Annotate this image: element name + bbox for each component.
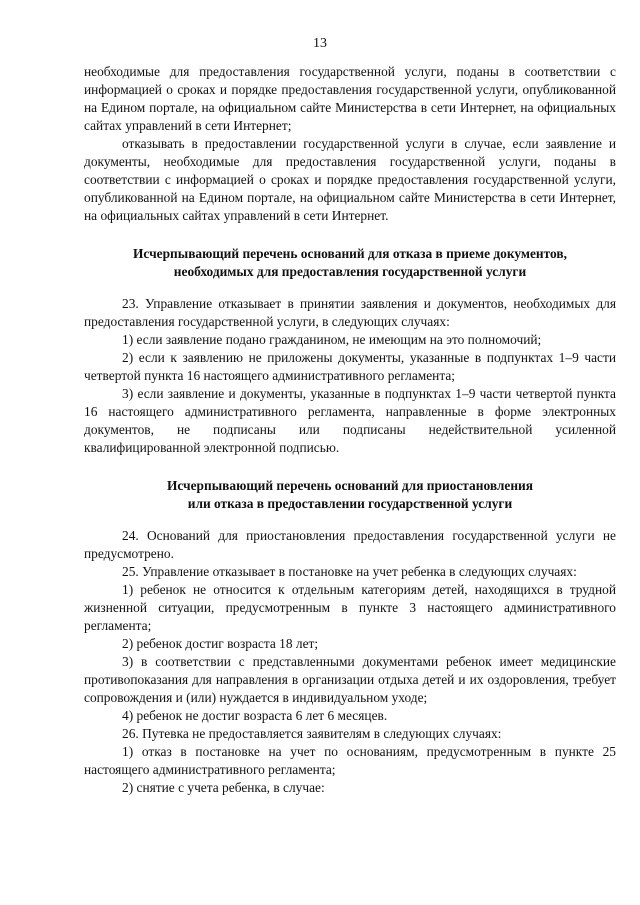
page-number: 13 <box>313 36 327 51</box>
clause-25-item-4: 4) ребенок не достиг возраста 6 лет 6 месяцев. <box>122 708 388 723</box>
clause-23-item-1: 1) если заявление подано гражданином, не имеющим на это полномочий; <box>122 332 542 347</box>
clause-25-item-2: 2) ребенок достиг возраста 18 лет; <box>122 636 319 651</box>
heading-line: необходимых для предоставления государственной услуги <box>173 264 527 279</box>
clause-26-item-1: 1) отказ в постановке на учет по основаниям, предусмотренным в пункте 25 настоящего административного регламента; <box>84 744 616 777</box>
heading-line: или отказа в предоставлении государственной услуги <box>187 496 513 511</box>
clause-23-item-3: 3) если заявление и документы, указанные в подпунктах 1–9 части четвертой пункта 16 настоящего административного регламента, направленные в форме электронных документов, не подписаны или подписаны недействительной усиленной квалифицированной электронной подписью. <box>84 386 616 455</box>
section-heading-refusal-acceptance <box>84 245 616 281</box>
clause-23-item-2: 2) если к заявлению не приложены документы, указанные в подпунктах 1–9 части четвертой пункта 16 настоящего административного регламента; <box>84 350 616 383</box>
clause-26-item-2: 2) снятие с учета ребенка, в случае: <box>122 780 325 795</box>
clause-25-item-1: 1) ребенок не относится к отдельным категориям детей, находящихся в трудной жизненной ситуации, предусмотренным в пункте 3 настоящего административного регламента; <box>84 582 616 633</box>
document-body <box>84 63 616 797</box>
paragraph-continuation: необходимые для предоставления государственной услуги, поданы в соответствии с информацией о сроках и порядке предоставления государственной услуги, опубликованной на Едином портале, на официальном сайте Министерства в сети Интернет, на официальных сайтах управлений в сети Интернет; <box>84 64 616 133</box>
clause-26: 26. Путевка не предоставляется заявителям в следующих случаях: <box>122 726 502 741</box>
clause-24: 24. Оснований для приостановления предоставления государственной услуги не предусмотрено. <box>84 528 616 561</box>
clause-25-item-3: 3) в соответствии с представленными документами ребенок имеет медицинские противопоказания для направления в организации отдыха детей и их оздоровления, требует сопровождения и (или) нуждается в индивидуальном уходе; <box>84 654 616 705</box>
heading-line: Исчерпывающий перечень оснований для отказа в приеме документов, <box>133 246 567 261</box>
heading-line: Исчерпывающий перечень оснований для приостановления <box>166 478 534 493</box>
paragraph-refusal-right: отказывать в предоставлении государственной услуги в случае, если заявление и документы, необходимые для предоставления государственной услуги, поданы в соответствии с информацией о сроках и порядке предоставления государственной услуги, опубликованной на Едином портале, на официальном сайте Министерства в сети Интернет, на официальных сайтах управлений в сети Интернет. <box>84 136 616 223</box>
section-heading-suspension-refusal <box>84 477 616 513</box>
clause-23: 23. Управление отказывает в принятии заявления и документов, необходимых для предоставления государственной услуги, в следующих случаях: <box>84 296 616 329</box>
clause-25: 25. Управление отказывает в постановке на учет ребенка в следующих случаях: <box>122 564 577 579</box>
